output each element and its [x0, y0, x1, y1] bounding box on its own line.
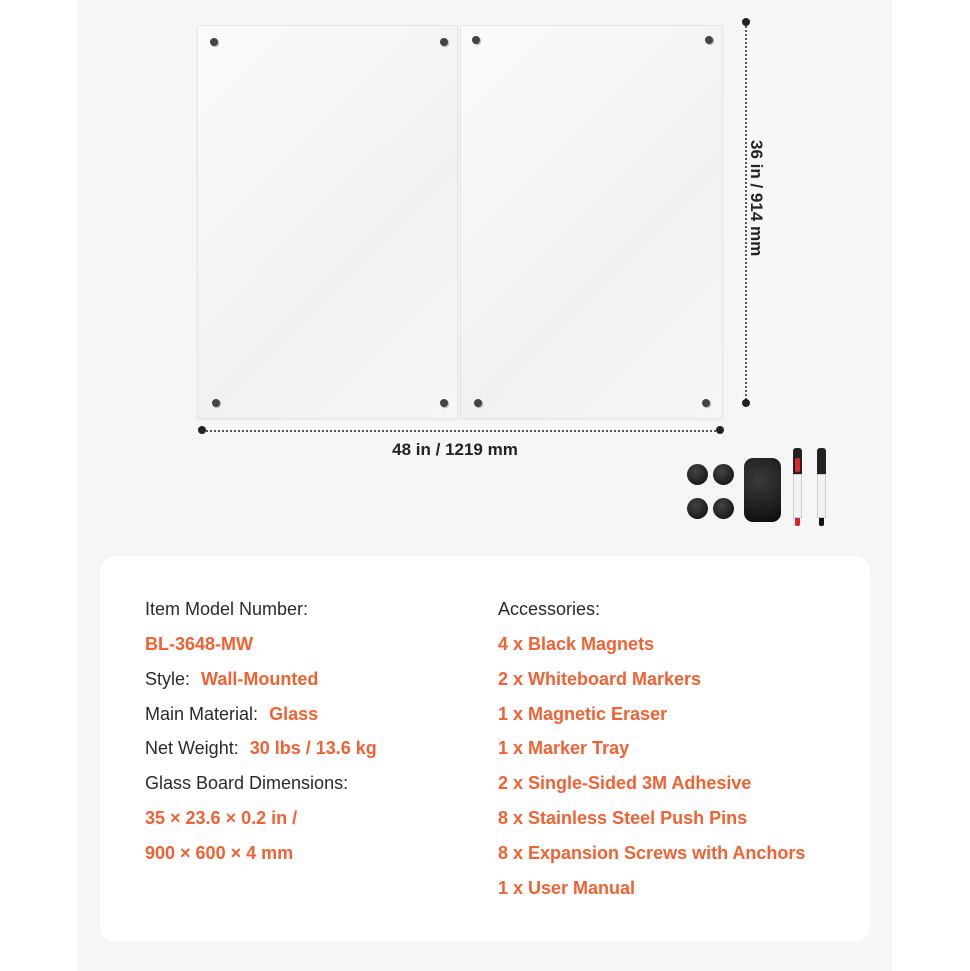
push-pin-icon: [702, 399, 710, 407]
height-dimension-label: 36 in / 914 mm: [747, 140, 766, 257]
accessory-item: 2 x Single-Sided 3M Adhesive: [498, 773, 752, 793]
accessory-item: 8 x Expansion Screws with Anchors: [498, 843, 806, 863]
push-pin-icon: [705, 36, 713, 44]
glass-board-right-panel: [460, 25, 723, 419]
style-row: [145, 669, 318, 690]
model-number-value: BL-3648-MW: [145, 634, 254, 654]
black-magnet-icon: [713, 464, 734, 485]
style-label: Style:: [145, 669, 191, 689]
dimension-endpoint-dot: [716, 426, 724, 434]
material-value: Glass: [269, 704, 319, 724]
push-pin-icon: [210, 38, 218, 46]
push-pin-icon: [474, 399, 482, 407]
glass-dimensions-metric: 900 × 600 × 4 mm: [145, 843, 294, 863]
weight-label: Net Weight:: [145, 738, 239, 758]
magnetic-eraser-icon: [744, 458, 781, 522]
accessory-item: 8 x Stainless Steel Push Pins: [498, 808, 748, 828]
width-dimension-line: [202, 430, 720, 432]
black-magnet-icon: [713, 498, 734, 519]
dimension-endpoint-dot: [198, 426, 206, 434]
push-pin-icon: [472, 36, 480, 44]
black-magnet-icon: [687, 464, 708, 485]
black-marker-icon: [817, 448, 826, 526]
model-number-label: Item Model Number:: [145, 599, 309, 619]
push-pin-icon: [440, 38, 448, 46]
accessory-item: 1 x Magnetic Eraser: [498, 704, 668, 724]
weight-value: 30 lbs / 13.6 kg: [249, 738, 377, 758]
accessory-item: 4 x Black Magnets: [498, 634, 655, 654]
dimension-endpoint-dot: [742, 399, 750, 407]
width-dimension-label: 48 in / 1219 mm: [392, 440, 518, 459]
black-magnet-icon: [687, 498, 708, 519]
weight-row: [145, 738, 377, 759]
dimension-endpoint-dot: [742, 18, 750, 26]
material-row: [145, 704, 318, 725]
style-value: Wall-Mounted: [201, 669, 319, 689]
push-pin-icon: [440, 399, 448, 407]
accessory-item: 1 x User Manual: [498, 878, 636, 898]
glass-dimensions-label: Glass Board Dimensions:: [145, 773, 349, 793]
material-label: Main Material:: [145, 704, 259, 724]
accessory-item: 2 x Whiteboard Markers: [498, 669, 702, 689]
glass-dimensions-imperial: 35 × 23.6 × 0.2 in /: [145, 808, 298, 828]
glass-board-left-panel: [197, 25, 458, 419]
red-marker-icon: [793, 448, 802, 526]
push-pin-icon: [212, 399, 220, 407]
accessory-item: 1 x Marker Tray: [498, 738, 630, 758]
accessories-title: Accessories:: [498, 599, 601, 619]
